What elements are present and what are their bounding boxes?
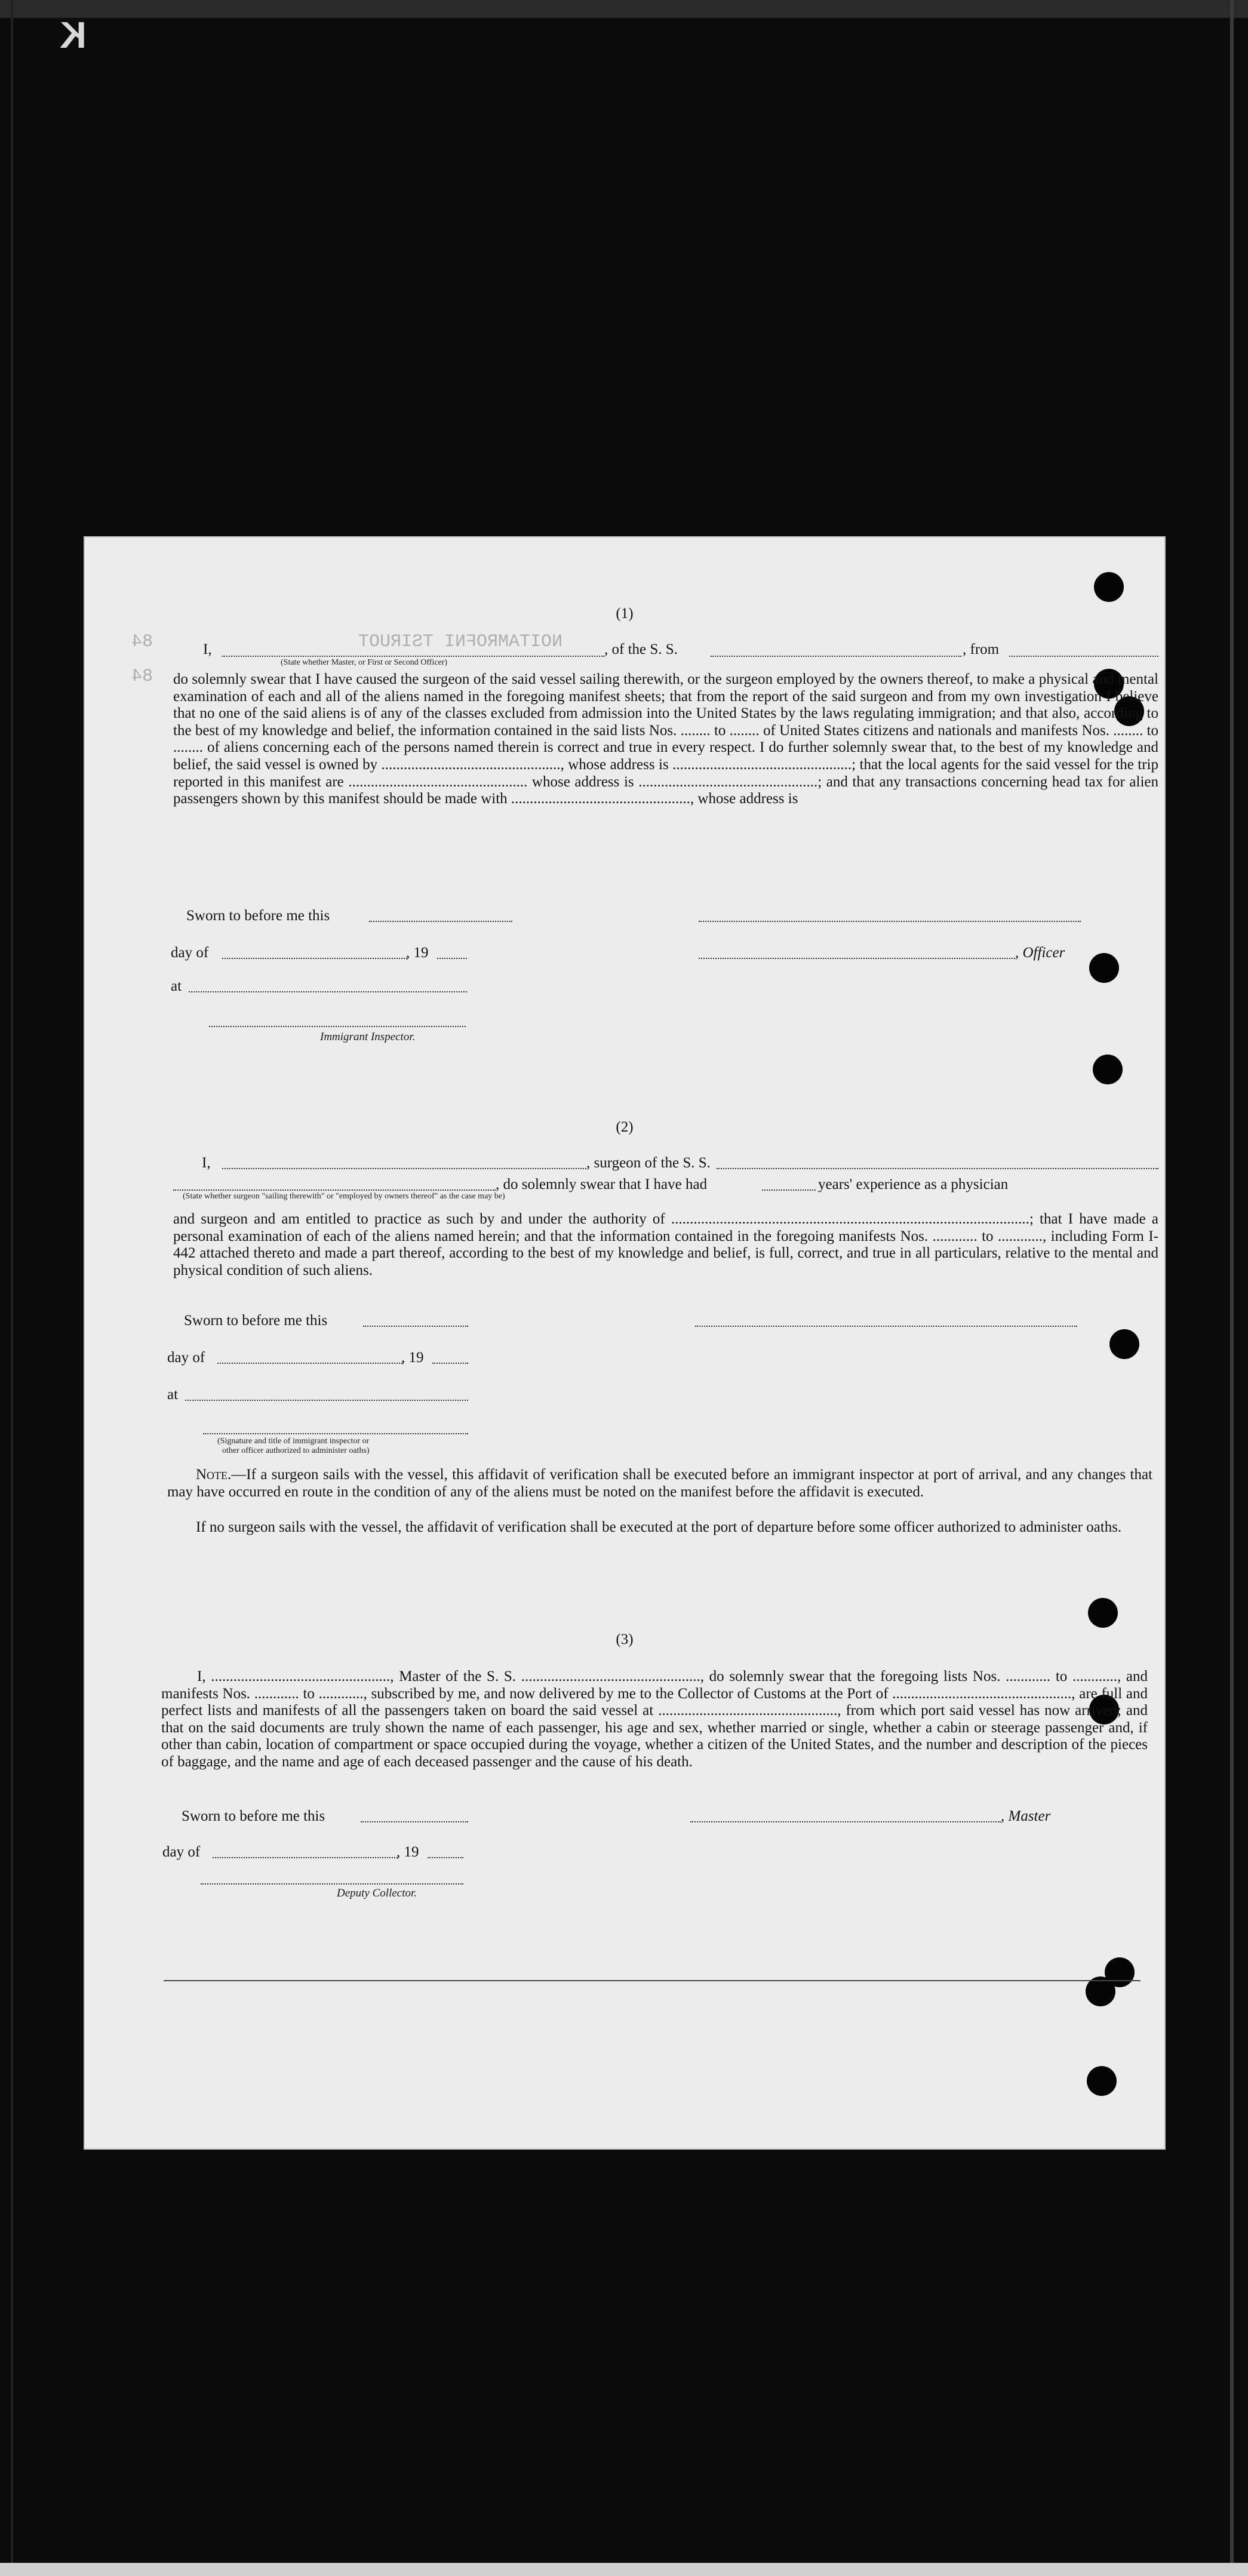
oath-1-line-end: , from [963,641,1000,657]
oath-3-body: I, ................................................, Master of the S. S. ................................................, do solemnly swear that the foregoing lists Nos. ............ to ............, and manifests Nos. ............ to ............, subscribed by me, and now delivered by me to the Collector of Customs at the Port of ................................................, are full and perfect lists and manifests of all the passengers taken on board the said vessel at ................................................, from which port said vessel has now arrived; and that on the said documents are truly shown the name of each passenger, his age and sex, whether married or single, whether a cabin or steerage passenger and, if other than cabin, location of compartment or space occupied during the voyage, whether a citizen of the United States, and the number and description of the pieces of baggage, and the name and age of each deceased passenger and the cause of his death. [161,1668,1148,1770]
port-from-field [1009,656,1158,657]
oath-2-line-2: , do solemnly swear that I have had [496,1176,708,1192]
affidavit-page [84,536,1166,2150]
master-label: , Master [1001,1808,1051,1824]
at-label-2: at [167,1387,179,1403]
oath-1-body: do solemnly swear that I have caused the surgeon of the said vessel sailing therewith, or the surgeon employed by the owners thereof, to make a physical and mental examination of each and all of the aliens named in the foregoing manifest sheets; that from the report of the said surgeon and from my own investigation I believe that no one of the said aliens is of any of the classes excluded from admission into the United States by the laws regulating immigration; and that also, according to the best of my knowledge and belief, the information contained in the said lists Nos. ........ to ........ of United States citizens and nationals and manifests Nos. ........ to ........ of aliens concerning each of the persons named therein is correct and true in every respect. I do further solemnly swear that, to the best of my knowledge and belief, the said vessel is owned by ................................................, whose address is ................................................; that the local agents for the said vessel for the trip reported in this manifest are ................................................ whose address is ................................................; and that any transactions concerning head tax for alien passengers shown by this manifest should be made with ................................................, whose address is [173,671,1158,807]
punch-hole [1087,2066,1117,2096]
officer-name-field [222,656,604,657]
at-field-2 [185,1400,468,1401]
oath-1-line-mid: , of the S. S. [604,641,678,657]
master-signature-field [690,1821,1001,1822]
year-field-3 [428,1857,463,1858]
surgeon-name-field [222,1168,586,1169]
oath-2-line-mid: , surgeon of the S. S. [586,1155,711,1171]
year-label-3: , 19 [396,1844,419,1860]
film-edge-left [11,0,13,2576]
sworn-before-3: Sworn to before me this [182,1808,325,1824]
signature-hint-1: (Signature and title of immigrant inspector or [217,1437,370,1446]
punch-hole [1093,1055,1123,1084]
section-3-number: (3) [616,1631,634,1647]
authority-signature-field [203,1433,468,1434]
inspector-caption: Immigrant Inspector. [320,1031,416,1043]
officer-signature-field [699,921,1081,922]
film-mark: K [60,15,87,56]
vessel-name-field [711,656,961,657]
at-field-1 [189,991,467,992]
film-band-top [0,0,1248,18]
bleed-through-text: 84 [131,666,153,687]
oath-1-line-start: I, [203,641,212,657]
sworn-date-field-3 [361,1821,468,1822]
section-1-number: (1) [616,605,634,622]
bleed-through-text: 84 [131,632,153,652]
collector-signature-field [201,1883,463,1885]
sworn-before-2: Sworn to before me this [184,1312,328,1329]
year-field-2 [432,1363,468,1364]
surgeon-hint: (State whether surgeon "sailing therewith" or "employed by owners thereof" as the case may be) [183,1192,505,1201]
surgeon-note-2: If no surgeon sails with the vessel, the affidavit of verification shall be executed at the port of departure before some officer authorized to administer oaths. [196,1519,1122,1535]
day-of-field-3 [213,1857,398,1858]
signature-hint-2: other officer authorized to administer oaths) [222,1446,370,1455]
inspector-signature-field [209,1026,466,1027]
bottom-rule [164,1980,1141,1981]
sworn-before-1: Sworn to before me this [186,908,330,924]
punch-hole [1089,953,1119,983]
punch-hole [1094,572,1124,602]
section-2-number: (2) [616,1119,634,1135]
surgeon-note [167,1467,1152,1501]
surgeon-vessel-field [717,1168,1158,1169]
year-label-2: , 19 [401,1350,424,1366]
day-of-field-1 [222,958,407,959]
sworn-date-field-2 [363,1326,468,1327]
officer-hint: (State whether Master, or First or Second Officer) [281,658,448,667]
sworn-date-field-1 [369,921,512,922]
oath-2-line-start: I, [202,1155,211,1171]
at-label-1: at [171,978,182,994]
note-text-1: —If a surgeon sails with the vessel, this affidavit of verification shall be executed before an immigrant inspector at port of arrival, and any changes that may have occurred en route in the condition of any of the aliens must be noted on the manifest before the affidavit is executed. [167,1467,1152,1500]
oath-2-line-2-end: years' experience as a physician [818,1176,1009,1192]
oath-2-body: and surgeon and am entitled to practice as such by and under the authority of ................................................................................................; that I have made a personal examination of each of the aliens named herein; and that the information contained in the foregoing manifests Nos. ............ to ............, including Form I- 442 attached thereto and made a part thereof, according to the best of my knowledge and belief, is full, correct, and true in all particulars, relative to the mental and physical condition of such aliens. [173,1211,1158,1278]
bleed-through-text: NOITAMROFNI TSIRUOT [358,632,563,652]
day-of-label-1: day of [171,945,209,961]
day-of-label-3: day of [162,1844,201,1860]
punch-hole [1088,1598,1118,1628]
year-label-1: , 19 [406,945,429,961]
surgeon-signature-field [695,1326,1077,1327]
officer-title-field [699,958,1015,959]
officer-label: , Officer [1015,945,1065,961]
day-of-field-2 [217,1363,402,1364]
note-label: Note. [196,1467,232,1483]
film-band-bottom [0,2563,1248,2576]
day-of-label-2: day of [167,1350,205,1366]
surgeon-type-field [173,1189,496,1191]
punch-hole [1109,1329,1139,1359]
collector-caption: Deputy Collector. [337,1887,417,1899]
year-field-1 [437,958,467,959]
film-edge-right [1230,0,1234,2576]
years-experience-field [762,1189,816,1191]
